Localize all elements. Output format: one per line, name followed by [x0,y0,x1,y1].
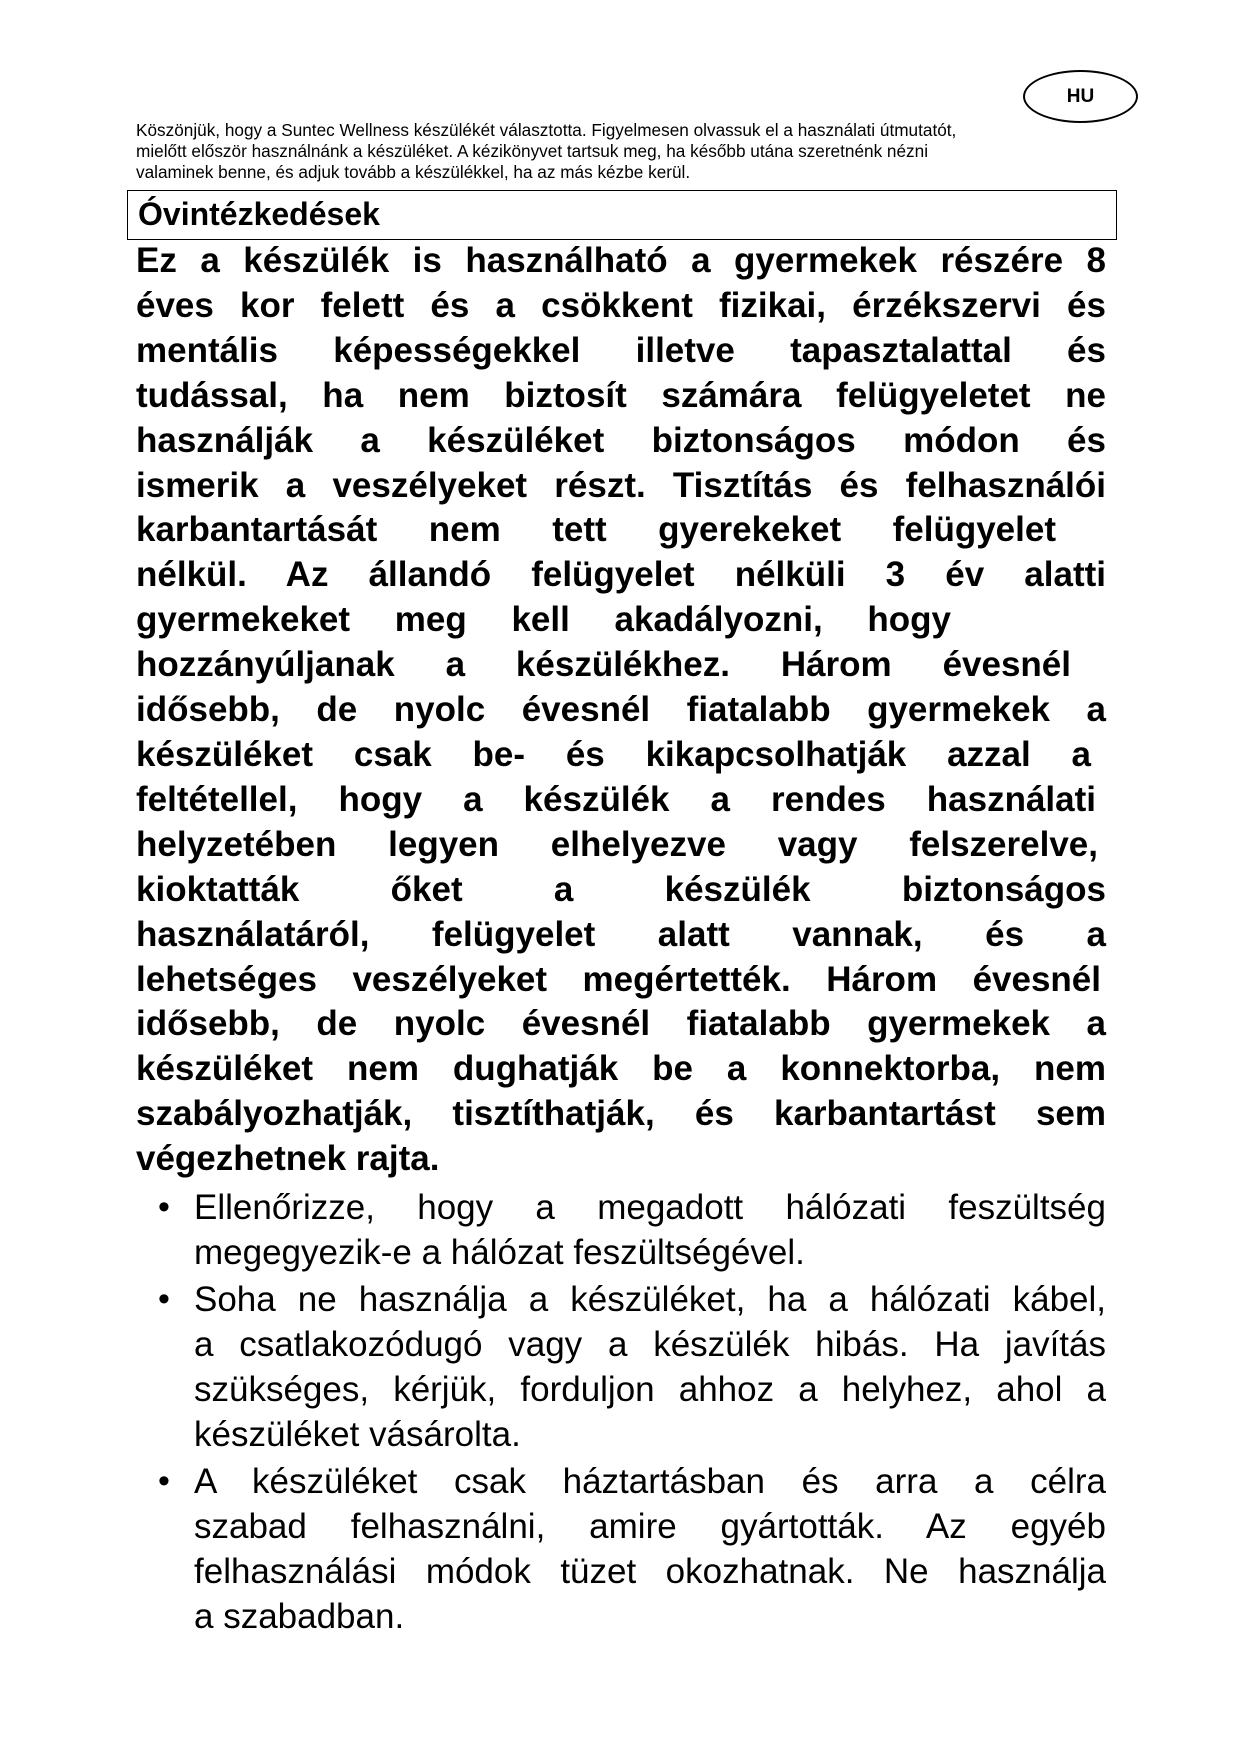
warning-line: kioktatták őket a készülék biztonságos [136,869,1106,909]
section-title: Óvintézkedések [127,190,1117,240]
warning-line: készüléket nem dughatják be a konnektorba, nem [136,1049,1106,1089]
list-item [136,1185,1106,1275]
bullet-line: Ellenőrizze, hogy a megadott hálózati feszültség [194,1188,1106,1227]
list-item [136,1277,1106,1457]
warning-line: használatáról, felügyelet alatt vannak, és a [136,914,1106,954]
bullet-line: A készüléket csak háztartásban és arra a célra [194,1462,1106,1501]
bullet-line: a csatlakozódugó vagy a készülék hibás. Ha javítás [194,1325,1106,1364]
warning-line: ismerik a veszélyeket részt. Tisztítás és felhasználói [136,465,1106,505]
child-safety-warning [136,239,1106,1182]
bullet-line: Soha ne használja a készüléket, ha a hálózati kábel, [194,1280,1106,1319]
warning-line: tudással, ha nem biztosít számára felügyeletet ne [136,375,1106,415]
warning-line: használják a készüléket biztonságos módon és [136,420,1106,460]
warning-line: idősebb, de nyolc évesnél fiatalabb gyermekek a [136,1004,1106,1044]
warning-line: Ez a készülék is használható a gyermekek részére 8 [136,241,1106,280]
intro-line: Köszönjük, hogy a Suntec Wellness készülékét választotta. Figyelmesen olvassuk el a használati útmutatót, [136,120,957,140]
warning-line: helyzetében legyen elhelyezve vagy felszerelve, [136,824,1098,864]
language-badge: HU [1023,70,1138,123]
safety-bullet-list [136,1185,1106,1641]
bullet-line: felhasználási módok tüzet okozhatnak. Ne használja [194,1552,1106,1591]
warning-line: feltétellel, hogy a készülék a rendes használati [136,779,1096,819]
intro-line: mielőtt először használnánk a készüléket. A kézikönyvet tartsuk meg, ha később utána szeretnénk nézni [136,141,929,161]
warning-line: nélkül. Az állandó felügyelet nélküli 3 év alatti [136,555,1106,595]
intro-line: valaminek benne, és adjuk tovább a készülékkel, ha az más kézbe kerül. [136,162,691,182]
warning-line: idősebb, de nyolc évesnél fiatalabb gyermekek a [136,690,1106,730]
bullet-line: szükséges, kérjük, forduljon ahhoz a helyhez, ahol a [194,1370,1106,1409]
warning-line: hozzányúljanak a készülékhez. Három évesnél [136,645,1071,685]
bullet-line: készüléket vásárolta. [194,1415,521,1454]
warning-line: gyermekeket meg kell akadályozni, hogy [136,600,951,640]
bullet-line: megegyezik-e a hálózat feszültségével. [194,1233,805,1272]
bullet-line: a szabadban. [194,1597,405,1636]
bullet-line: szabad felhasználni, amire gyártották. Az egyéb [194,1507,1106,1546]
warning-line: végezhetnek rajta. [136,1139,440,1179]
bullet-icon: • [158,1188,170,1226]
warning-line: szabályozhatják, tisztíthatják, és karbantartást sem [136,1094,1106,1134]
warning-line: lehetséges veszélyeket megértették. Három évesnél [136,959,1101,999]
intro-paragraph [136,120,1096,183]
warning-line: készüléket csak be- és kikapcsolhatják azzal a [136,734,1091,774]
warning-line: mentális képességekkel illetve tapasztalattal és [136,330,1106,370]
warning-line: éves kor felett és a csökkent fizikai, érzékszervi és [136,285,1106,325]
bullet-icon: • [158,1280,170,1318]
bullet-icon: • [158,1462,170,1500]
list-item [136,1459,1106,1639]
warning-line: karbantartását nem tett gyerekeket felügyelet [136,510,1056,550]
